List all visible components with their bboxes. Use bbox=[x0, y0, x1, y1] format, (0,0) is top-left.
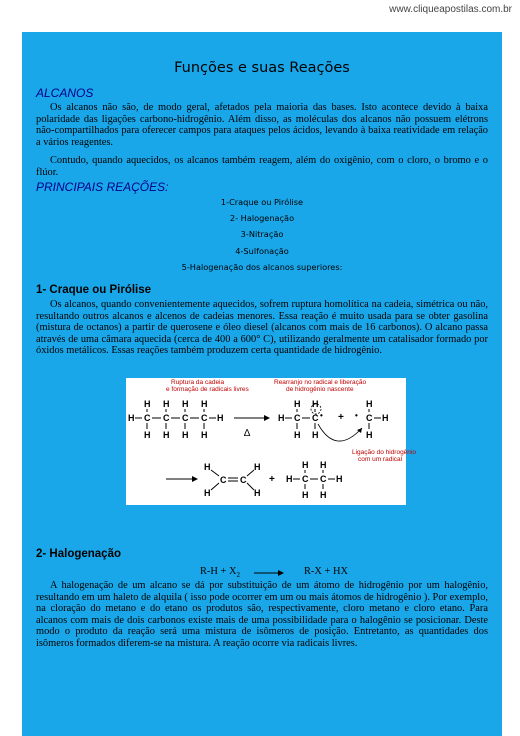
atom-c: C bbox=[312, 413, 319, 423]
atom-c: C bbox=[294, 413, 301, 423]
equation-products: R-X + HX bbox=[304, 566, 348, 577]
atom-h: H bbox=[204, 462, 211, 472]
page-title: Funções e suas Reações bbox=[174, 60, 350, 76]
atom-c: C bbox=[182, 413, 189, 423]
radical-dot: • bbox=[355, 411, 358, 420]
atom-h: H bbox=[286, 474, 293, 484]
list-item: 4-Sulfonação bbox=[235, 245, 289, 256]
list-item: 5-Halogenação dos alcanos superiores: bbox=[181, 261, 343, 272]
atom-h: H bbox=[217, 413, 224, 423]
paragraph-halogenacao: A halogenação de um alcano se dá por substituição de um átomo de hidrogênio por um halogênio, resultando em um haleto de alquila ( isso pode ocorrer em um ou mais átomos de hidrogênio ). Por exemplo, na cloração do metano e do etano os produtos são, respectivamente, cloro metano e cloro etano. Para alcanos com mais de dois carbonos existe mais de uma possibilidade para o halogênio se posicionar. Deste modo o produto da reação será uma mistura de isômeros de posição. Entretanto, as quantidades dos isômeros formados diferem-se na mistura. A reação ocorre via radicais livres. bbox=[36, 580, 488, 649]
label-rearranjo-2: de hidrogênio nascente bbox=[286, 386, 354, 393]
delta-symbol: ∆ bbox=[244, 428, 251, 439]
atom-h: H bbox=[144, 399, 151, 409]
atom-c: C bbox=[163, 413, 170, 423]
reaction-arrow bbox=[234, 415, 270, 439]
label-rearranjo-1: Rearranjo no radical e liberação bbox=[274, 379, 367, 386]
atom-h: H bbox=[302, 490, 309, 500]
atom-h: H bbox=[294, 430, 301, 440]
atom-h: H bbox=[128, 413, 135, 423]
atom-h: H bbox=[204, 488, 211, 498]
plus-sign: + bbox=[269, 474, 275, 485]
atom-c: C bbox=[302, 474, 309, 484]
radical-dot: • bbox=[320, 411, 323, 420]
heading-craque: 1- Craque ou Pirólise bbox=[36, 284, 152, 296]
equation-subscript: 2 bbox=[236, 571, 240, 580]
reactions-list bbox=[22, 194, 502, 275]
atom-c: C bbox=[240, 475, 247, 485]
atom-h: H bbox=[320, 490, 327, 500]
paragraph-craque: Os alcanos, quando convenientemente aquecidos, sofrem ruptura homolítica na cadeia, simétrica ou não, resultando outros alcanos e alcenos de cadeias menores. Essa reação é muito usada para se obter gasolina (mistura de octanos) a partir de querosene e óleo diesel (alcanos com mais de 16 carbonos). O alcano passa através de uma câmara aquecida (cerca de 400 a 600° C), utilizando geralmente um catalisador formado por óxidos metálicos. Essas reações também produzem certa quantidade de hidrogênio. bbox=[36, 299, 488, 357]
atom-h: H bbox=[278, 413, 285, 423]
atom-c: C bbox=[220, 475, 227, 485]
atom-h: H bbox=[201, 399, 208, 409]
atom-h: H bbox=[366, 399, 373, 409]
equation-reactants: R-H + X bbox=[200, 566, 237, 577]
atom-h: H bbox=[201, 430, 208, 440]
paragraph-alcanos-1: Os alcanos não são, de modo geral, afetados pela maioria das bases. Isto acontece devido à baixa polaridade das ligações carbono-hidrogênio. Além disso, as moléculas dos alcanos não possuem elétrons não-compartilhados para oferecer campos para ataques pelos ácidos, levando à baixa reatividade em relação a vários reagentes. bbox=[36, 102, 488, 148]
label-ligacao-2: com um radical bbox=[358, 456, 403, 463]
atom-c: C bbox=[144, 413, 151, 423]
cracking-reaction-figure bbox=[126, 378, 416, 505]
atom-h: H bbox=[254, 462, 261, 472]
atom-h: H bbox=[182, 399, 189, 409]
atom-h: H bbox=[302, 460, 309, 470]
site-url[interactable]: www.cliqueapostilas.com.br bbox=[389, 4, 512, 15]
atom-h: H bbox=[320, 460, 327, 470]
atom-c: C bbox=[366, 413, 373, 423]
atom-c: C bbox=[201, 413, 208, 423]
atom-h: H bbox=[382, 413, 389, 423]
ethyl-radical bbox=[278, 399, 323, 440]
plus-sign: + bbox=[338, 412, 344, 423]
heading-principais-reacoes: PRINCIPAIS REAÇÕES: bbox=[36, 180, 169, 194]
equation-arrow bbox=[254, 568, 284, 578]
list-item: 1-Craque ou Pirólise bbox=[220, 197, 304, 207]
reaction-diagram bbox=[126, 378, 416, 505]
atom-h: H bbox=[294, 399, 301, 409]
ethane-molecule bbox=[286, 460, 343, 500]
ethene-molecule bbox=[204, 462, 261, 498]
atom-c: C bbox=[320, 474, 327, 484]
atom-h: H bbox=[163, 399, 170, 409]
document-page bbox=[22, 32, 502, 736]
curved-arrow bbox=[318, 424, 362, 441]
heading-halogenacao: 2- Halogenação bbox=[36, 548, 121, 560]
atom-h: H bbox=[144, 430, 151, 440]
atom-h: H bbox=[163, 430, 170, 440]
atom-h: H bbox=[312, 430, 319, 440]
list-item: 3-Nitração bbox=[240, 229, 284, 240]
label-ruptura-1: Ruptura da cadeia bbox=[171, 379, 225, 386]
atom-h: H bbox=[336, 474, 343, 484]
atom-h: H bbox=[182, 430, 189, 440]
label-ruptura-2: e formação de radicais livres bbox=[166, 386, 249, 393]
heading-alcanos: ALCANOS bbox=[36, 86, 94, 100]
paragraph-alcanos-2: Contudo, quando aquecidos, os alcanos também reagem, além do oxigênio, com o cloro, o bromo e o flúor. bbox=[36, 155, 488, 178]
atom-h: H bbox=[312, 399, 319, 409]
methyl-radical bbox=[355, 399, 389, 440]
list-item: 2- Halogenação bbox=[229, 213, 295, 224]
label-ligacao-1: Ligação do hidrogênio bbox=[352, 449, 416, 456]
equation-left bbox=[200, 566, 240, 579]
atom-h: H bbox=[254, 488, 261, 498]
butane-molecule bbox=[128, 399, 224, 440]
atom-h: H bbox=[366, 430, 373, 440]
product-arrow bbox=[166, 476, 198, 482]
